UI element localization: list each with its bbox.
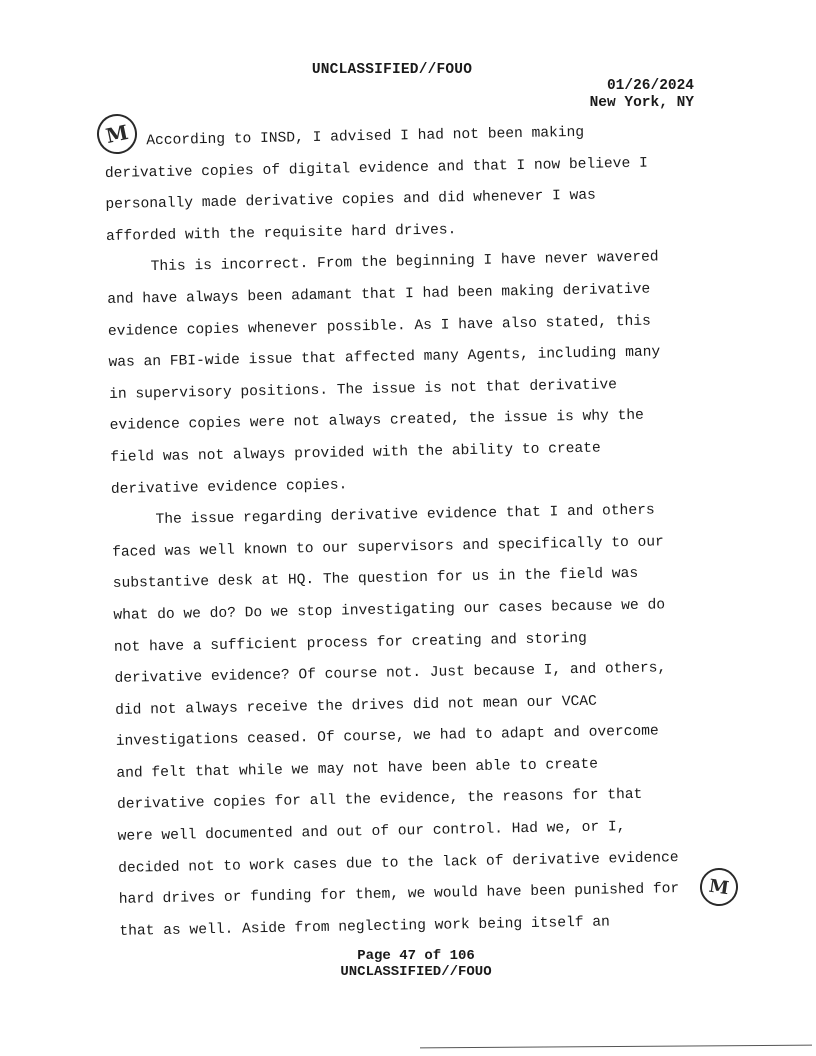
text-line: not have a sufficient process for creating and storing (113, 630, 587, 656)
header-meta (590, 78, 694, 112)
body-text (104, 115, 732, 948)
text-line: derivative copies for all the evidence, the reasons for that (116, 787, 643, 814)
text-line: derivative evidence? Of course not. Just because I, and others, (114, 660, 667, 687)
text-line: hard drives or funding for them, we would have been punished for (118, 881, 680, 909)
page-footer (0, 948, 816, 980)
text-line: what do we do? Do we stop investigating our cases because we do (113, 597, 666, 624)
text-line: derivative evidence copies. (110, 476, 348, 498)
handwritten-initials-mark: M (698, 866, 741, 909)
text-line: personally made derivative copies and did whenever I was (105, 187, 597, 214)
page-number: Page 47 of 106 (357, 948, 475, 964)
text-line: faced was well known to our supervisors and specifically to our (112, 534, 664, 561)
handwritten-initials-mark: M (93, 110, 140, 157)
paragraph-3 (111, 494, 731, 948)
text-line: This is incorrect. From the beginning I have never wavered (150, 249, 659, 276)
text-line: was an FBI-wide issue that affected many Agents, including many (108, 344, 661, 372)
text-line: substantive desk at HQ. The question for us in the field was (112, 566, 639, 593)
text-line: decided not to work cases due to the lack of derivative evidence (118, 849, 679, 877)
document-location: New York, NY (589, 95, 694, 111)
document-date: 01/26/2024 (606, 78, 694, 94)
text-line: evidence copies whenever possible. As I have also stated, this (107, 313, 651, 340)
paragraph-1-cont (105, 147, 719, 254)
footer-classification: UNCLASSIFIED//FOUO (340, 964, 492, 980)
text-line: field was not always provided with the ability to create (110, 440, 601, 466)
text-line: and have always been adamant that I had been making derivative (107, 281, 651, 308)
text-line: afforded with the requisite hard drives. (105, 222, 457, 245)
text-line: in supervisory positions. The issue is not that derivative (108, 376, 618, 403)
text-line: The issue regarding derivative evidence that I and others (155, 502, 655, 529)
text-line: investigations ceased. Of course, we had to adapt and overcome (115, 723, 659, 751)
paragraph-2 (106, 242, 723, 506)
text-line: evidence copies were not always created, the issue is why the (109, 408, 645, 435)
text-line: did not always receive the drives did not mean our VCAC (115, 693, 597, 719)
header-classification: UNCLASSIFIED//FOUO (311, 62, 473, 78)
text-line: According to INSD, I advised I had not been making (146, 124, 585, 150)
text-line: that as well. Aside from neglecting work being itself an (119, 914, 610, 940)
text-line: and felt that while we may not have been able to create (116, 756, 599, 782)
scan-edge-line (420, 1045, 812, 1049)
text-line: were well documented and out of our control. Had we, or I, (117, 819, 626, 845)
text-line: derivative copies of digital evidence and that I now believe I (104, 155, 648, 182)
